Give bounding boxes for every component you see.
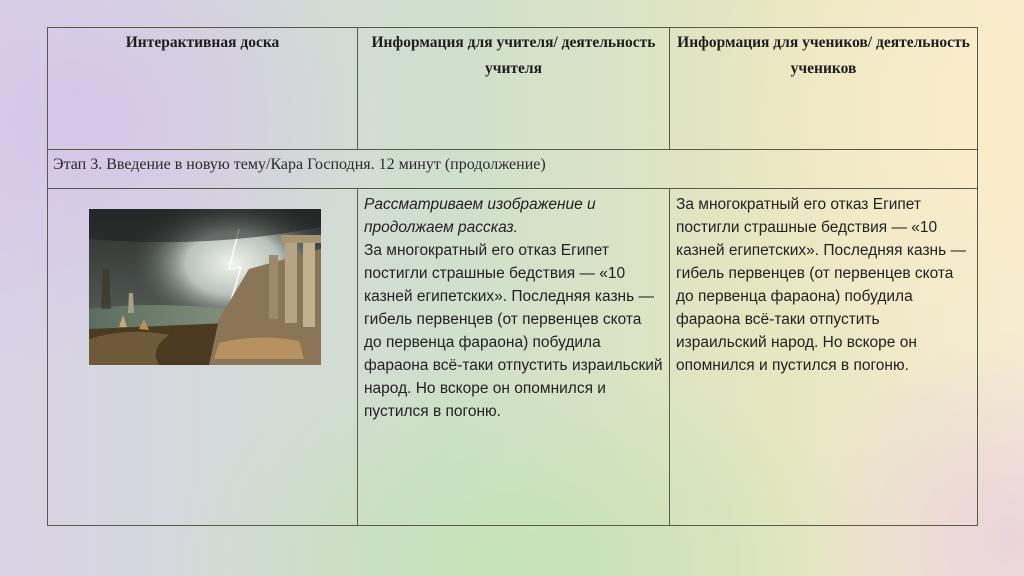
teacher-info-cell: [358, 189, 670, 526]
teacher-story-text: За многократный его отказ Египет постигли страшные бедствия — «10 казней египетских». Последняя казнь — гибель первенцев (от первенцев скота до первенца фараона) побудила фараона всё-таки отпустить израильский народ. Но вскоре он опомнился и пустился в погоню.: [364, 242, 663, 420]
lesson-plan-table: [47, 27, 978, 526]
stage-title: Этап 3. Введение в новую тему/Кара Господня. 12 минут (продолжение): [48, 150, 978, 189]
header-teacher-info: Информация для учителя/ деятельность учителя: [358, 28, 670, 150]
seventh-plague-painting: [89, 209, 321, 365]
teacher-instruction: Рассматриваем изображение и продолжаем рассказ.: [364, 196, 596, 236]
header-interactive-board: Интерактивная доска: [48, 28, 358, 150]
header-row: [48, 28, 978, 150]
stage-row: [48, 150, 978, 189]
interactive-board-cell: [48, 189, 358, 526]
content-row: [48, 189, 978, 526]
header-student-info: Информация для учеников/ деятельность учеников: [670, 28, 978, 150]
student-story-text: За многократный его отказ Египет постигли страшные бедствия — «10 казней египетских». Последняя казнь — гибель первенцев (от первенцев скота до первенца фараона) побудила фараона всё-таки отпустить израильский народ. Но вскоре он опомнился и пустился в погоню.: [676, 196, 966, 374]
student-info-cell: [670, 189, 978, 526]
